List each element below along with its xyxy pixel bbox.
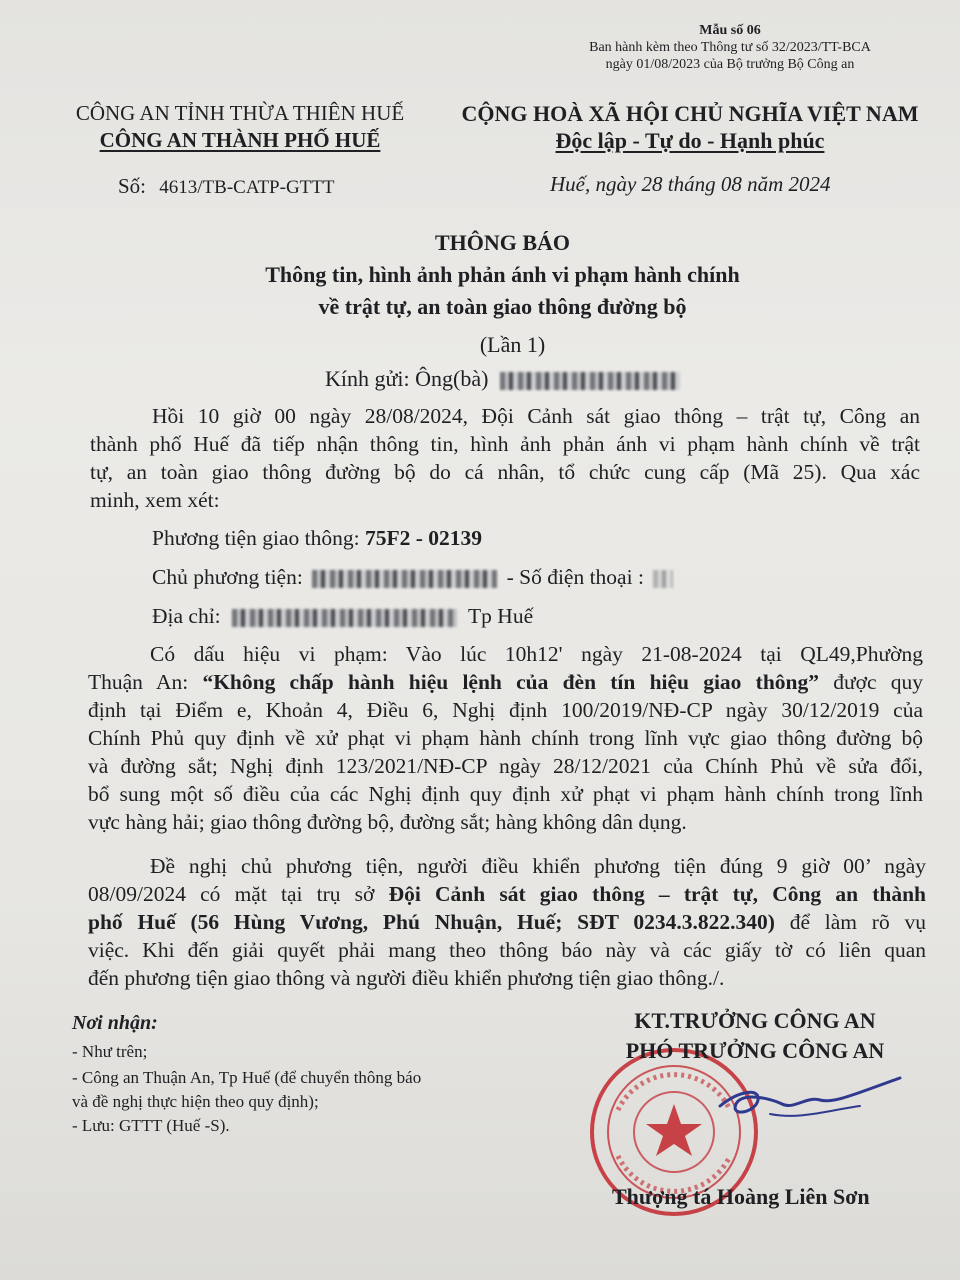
signer-name: Thượng tá Hoàng Liên Sơn [612, 1184, 870, 1209]
request-line [88, 880, 926, 908]
form-number-block [560, 22, 900, 73]
violation-line: Chính Phủ quy định về xử phạt vi phạm hành chính trong lĩnh vực giao thông đường bộ [88, 726, 923, 750]
form-issued-line2: ngày 01/08/2023 của Bộ trưởng Bộ Công an [605, 57, 855, 72]
recipient-item: - Công an Thuận An, Tp Huế (để chuyển thông báo [72, 1068, 422, 1087]
vehicle-plate-label: Phương tiện giao thông: [152, 526, 360, 550]
document-number-label: Số: [118, 174, 147, 198]
request-line: đến phương tiện giao thông và người điều khiển phương tiện giao thông./. [88, 966, 725, 990]
document-subtitle-1: Thông tin, hình ảnh phản ánh vi phạm hành chính [265, 262, 740, 287]
request-office-address: phố Huế (56 Hùng Vương, Phú Nhuận, Huế; SĐT 0234.3.822.340) [88, 910, 775, 934]
recipient-line [325, 366, 680, 392]
recipient-item: - Lưu: GTTT (Huế -S). [72, 1116, 230, 1135]
document-subtitle-2: về trật tự, an toàn giao thông đường bộ [318, 294, 687, 319]
issuer-header [40, 100, 440, 154]
document-date: Huế, ngày 28 tháng 08 năm 2024 [550, 172, 831, 196]
violation-line-tail: được quy [818, 670, 923, 694]
document-title: THÔNG BÁO [434, 230, 571, 255]
signer-title-2: PHÓ TRƯỞNG CÔNG AN [625, 1038, 885, 1063]
document-number [118, 174, 334, 199]
address-label: Địa chỉ: [152, 604, 221, 628]
request-office: Đội Cảnh sát giao thông – trật tự, Công an thành [388, 882, 926, 906]
document-number-value: 4613/TB-CATP-GTTT [159, 177, 335, 198]
recipient-item: và đề nghị thực hiện theo quy định); [72, 1092, 319, 1111]
violation-line: và đường sắt; Nghị định 123/2021/NĐ-CP ngày 28/12/2021 của Chính Phủ về sửa đổi, [88, 754, 923, 778]
violation-location-end: Thuận An: [88, 670, 203, 694]
redacted-owner-name [312, 570, 497, 588]
request-paragraph [88, 852, 926, 992]
request-line: Đề nghị chủ phương tiện, người điều khiển phương tiện đúng 9 giờ 00’ ngày [150, 854, 926, 878]
vehicle-plate-line [152, 526, 482, 551]
phone-label: - Số điện thoại : [506, 565, 644, 589]
intro-line: minh, xem xét: [90, 488, 220, 512]
form-issued-line1: Ban hành kèm theo Thông tư số 32/2023/TT-BCA [589, 40, 871, 55]
issuer-parent-agency: CÔNG AN TỈNH THỪA THIÊN HUẾ [75, 101, 405, 125]
intro-paragraph [90, 402, 920, 514]
intro-line: Hồi 10 giờ 00 ngày 28/08/2024, Đội Cảnh sát giao thông – trật tự, Công an [152, 404, 920, 428]
request-line [88, 908, 926, 936]
violation-paragraph [88, 640, 923, 836]
national-title: CỘNG HOÀ XÃ HỘI CHỦ NGHĨA VIỆT NAM [461, 101, 919, 126]
handwritten-signature [710, 1070, 910, 1140]
request-purpose: để làm rõ vụ [774, 910, 926, 934]
violation-line: Có dấu hiệu vi phạm: Vào lúc 10h12' ngày 21-08-2024 tại QL49,Phường [150, 642, 923, 666]
address-city: Tp Huế [468, 604, 534, 628]
vehicle-plate-number: 75F2 - 02139 [364, 526, 482, 550]
form-number: Mẫu số 06 [699, 23, 761, 38]
vehicle-owner-label: Chủ phương tiện: [152, 565, 303, 589]
vehicle-owner-line [152, 565, 673, 590]
recipients-title: Nơi nhận: [72, 1012, 158, 1034]
intro-line: tự, an toàn giao thông đường bộ do cá nhân, tổ chức cung cấp (Mã 25). Qua xác [90, 460, 920, 484]
redacted-recipient-name [500, 372, 680, 390]
recipient-item: - Như trên; [72, 1042, 148, 1061]
redacted-address [232, 609, 457, 627]
redacted-phone [653, 570, 673, 588]
issuer-agency: CÔNG AN THÀNH PHỐ HUẾ [99, 128, 381, 152]
violation-line: bổ sung một số điều của các Nghị định quy định xử phạt vi phạm hành chính trong lĩnh [88, 782, 923, 806]
violation-line: vực hàng hải; giao thông đường bộ, đường sắt; hàng không dân dụng. [88, 810, 687, 834]
violation-offense: “Không chấp hành hiệu lệnh của đèn tín hiệu giao thông” [202, 670, 819, 694]
recipient-label: Kính gửi: Ông(bà) [325, 366, 489, 391]
vehicle-address-line [152, 604, 533, 629]
national-motto: Độc lập - Tự do - Hạnh phúc [555, 128, 825, 153]
violation-line: định tại Điểm e, Khoản 4, Điều 6, Nghị định 100/2019/NĐ-CP ngày 30/12/2019 của [88, 698, 923, 722]
signer-title-1: KT.TRƯỞNG CÔNG AN [634, 1008, 876, 1033]
request-date: 08/09/2024 có mặt tại trụ sở [88, 882, 389, 906]
request-line: việc. Khi đến giải quyết phải mang theo thông báo này và các giấy tờ có liên quan [88, 938, 926, 962]
intro-line: thành phố Huế đã tiếp nhận thông tin, hình ảnh phản ánh vi phạm hành chính về trật [90, 432, 920, 456]
violation-line [88, 668, 923, 696]
notice-count: (Lần 1) [479, 332, 546, 357]
national-header [440, 100, 940, 154]
